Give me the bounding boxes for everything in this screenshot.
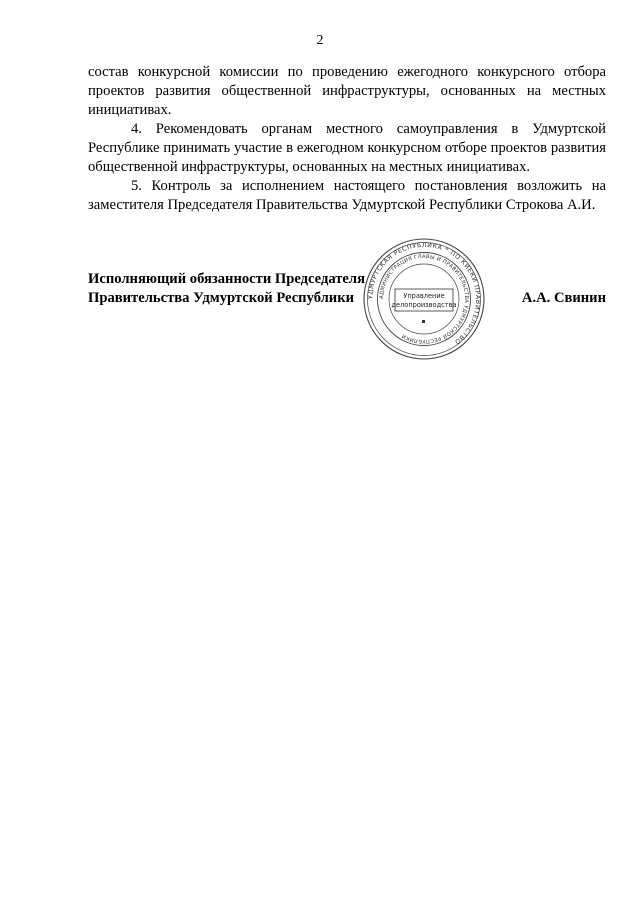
seal-dot-mark: [422, 320, 425, 323]
official-seal-stamp: [362, 237, 486, 361]
page-number: 2: [316, 33, 324, 48]
paragraph-item-4: 4. Рекомендовать органам местного самоуправления в Удмуртской Республике принимать участие в ежегодном конкурсном отборе проектов развития общественной инфраструктуры, основанных на местных инициативах.: [88, 121, 606, 175]
signature-block: [88, 270, 606, 330]
seal-center-line-2: делопроизводства: [391, 301, 457, 309]
signatory-position-line-2: Правительства Удмуртской Республики: [88, 290, 355, 306]
seal-outer-ring-text: УДМУРТСКАЯ РЕСПУБЛИКА * ПО КИЕКИ ПРАВИТЕЛЬСТВО: [366, 241, 482, 346]
seal-center-line-1: Управление: [403, 292, 445, 300]
seal-inner-ring-text: АДМИНИСТРАЦИЯ ГЛАВЫ И ПРАВИТЕЛЬСТВА УДМУРТСКОЙ РЕСПУБЛИКИ: [378, 253, 470, 345]
paragraph-item-5: 5. Контроль за исполнением настоящего постановления возложить на заместителя Председателя Правительства Удмуртской Республики Строкова А.И.: [88, 178, 606, 213]
paragraph-continuation: состав конкурсной комиссии по проведению ежегодного конкурсного отбора проектов развития общественной инфраструктуры, основанных на местных инициативах.: [88, 64, 606, 118]
document-body: [88, 63, 606, 215]
signatory-position: [88, 270, 365, 308]
signatory-position-line-1: Исполняющий обязанности Председателя: [88, 271, 365, 287]
signatory-name: А.А. Свинин: [521, 290, 606, 306]
